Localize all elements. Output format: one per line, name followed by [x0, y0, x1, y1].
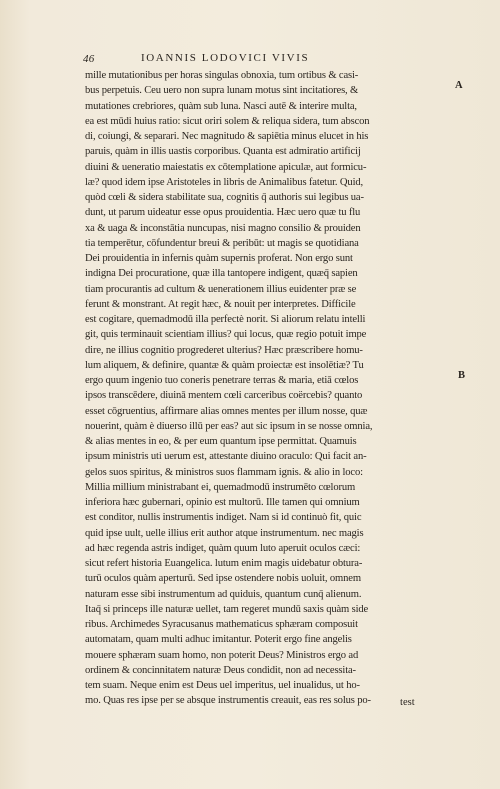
text-line: ipsum ministris uti uerum est, attestante diuino oraculo: Qui facit an-	[85, 451, 367, 463]
text-line: git, quis terminauit scientiam illius? qui locus, quæ regio potuit impe	[85, 329, 367, 341]
text-line: Millia millium ministrabant ei, quemadmodū instrumēto cœlorum	[85, 481, 356, 493]
text-line: tem suam. Neque enim est Deus uel imperitus, uel inualidus, ut ho-	[85, 680, 360, 691]
text-line: nouerint, quàm è diuerso illū per eas? aut sic ipsum in se nosse omnia,	[85, 420, 373, 432]
margin-mark-a: A	[455, 80, 463, 91]
text-line: quòd cœli & sidera stabilitate sua, cognitis q̄ authoris sui legibus ua-	[85, 192, 364, 203]
text-line: bus perpetuis. Ceu uero non supra lunam motus sint incitatiores, &	[85, 85, 359, 97]
text-line: esset cōgruentius, affirmare alias omnes mentes per illum nosse, quæ	[85, 405, 368, 417]
text-line: læ? quod idem ipse Aristoteles in libris de Animalibus fatetur. Quid,	[85, 176, 364, 188]
text-line: turū oculos quàm aperturū. Sed ipse ostendere nobis uoluit, omnem	[85, 573, 361, 585]
text-line: diuini & ueneratio maiestatis ex cōtemplatione apiculæ, aut formicu-	[85, 161, 367, 173]
margin-mark-b: B	[458, 370, 466, 381]
text-line: & alias mentes in eo, & per eum quantum ipse permittat. Quamuis	[85, 436, 357, 447]
text-line: mouere sphæram suam homo, non poterit Deus? Ministros ergo ad	[85, 649, 359, 661]
text-line: ferunt & monstrant. At regit hæc, & nouit per interpretes. Difficile	[85, 298, 356, 310]
text-line: ad hæc regenda astris indiget, quàm quum luto aperuit oculos cæci:	[85, 542, 361, 554]
text-line: ea est mūdi huius ratio: sicut oriri solem & reliqua sidera, tum abscon	[85, 115, 370, 127]
text-line: ipsos transcēdere, diuinā mentem cœli carceribus coërcebis? quanto	[85, 390, 363, 402]
page-header	[83, 52, 403, 68]
text-line: mille mutationibus per horas singulas obnoxia, tum ortibus & casi-	[85, 70, 359, 81]
page-number: 46	[83, 53, 95, 65]
text-line: ribus. Archimedes Syracusanus mathematicus sphæram composuit	[85, 619, 358, 630]
text-line: mo. Quas res ipse per se absque instrumentis creauit, eas res solus po-	[85, 695, 371, 707]
text-line: sicut refert historia Euangelica. lutum enim magis uidebatur obtura-	[85, 558, 363, 569]
text-line: quid ipse uult, uelle illius erit author atque instrumentum. nec magis	[85, 527, 364, 539]
text-line: xa & uaga & inconstātia nuncupas, nisi magno consilio & prouiden	[85, 222, 361, 234]
text-line: di, coiungi, & separari. Nec magnitudo & sapiētia minus elucet in his	[85, 131, 369, 142]
text-line: ordinem & concinnitatem naturæ Deus condidit, non ad necessita-	[85, 664, 356, 676]
text-line: paruis, quàm in illis uastis corporibus. Quanta est admiratio artificij	[85, 146, 361, 158]
catchword: test	[400, 697, 415, 708]
text-line: Dei prouidentia in infernis quàm supernis proferat. Non ergo sunt	[85, 253, 353, 264]
text-line: tiam procurantis ad cultum & uenerationem illius euidenter præ se	[85, 283, 357, 295]
text-line: automatam, quam multi adhuc imitantur. Poterit ergo fine angelis	[85, 634, 352, 646]
text-line: gelos suos spiritus, & ministros suos flammam ignis. & alio in loco:	[85, 466, 363, 478]
text-line: dunt, ut parum uideatur esse opus prouidentia. Hæc uero quæ tu flu	[85, 207, 361, 219]
text-line: mutationes crebriores, quàm sub luna. Nasci autē & interire multa,	[85, 100, 357, 112]
text-line: ergo quum ingenio tuo coneris penetrare terras & maria, etiā cœlos	[85, 375, 359, 386]
text-line: tia temperētur, cōfundentur breui & peribūt: ut magis se quotidiana	[85, 237, 359, 249]
text-line: est cogitare, quemadmodū illa perfectè norit. Si aliorum relatu intelli	[85, 314, 366, 325]
running-head: IOANNIS LODOVICI VIVIS	[141, 52, 310, 64]
text-line: indigna Dei procuratione, quæ illa tantopere indigent, quæq̄ sapien	[85, 268, 358, 280]
text-line: dire, ne illius cognitio progrederet ulterius? Hæc præscribere homu-	[85, 344, 363, 356]
body-text	[85, 68, 455, 709]
text-line: lum aliquem, & definire, quantæ & quàm proiectæ est insolētiæ? Tu	[85, 359, 364, 371]
text-line: naturam esse sibi instrumentum ad quiduis, quantum cunq̄ alienum.	[85, 588, 362, 600]
text-line: Itaq̄ si princeps ille naturæ uellet, tam regeret mundū saxis quàm side	[85, 603, 369, 615]
text-line: inferiora hæc gubernari, opinio est multorū. Ille tamen qui omnium	[85, 497, 360, 508]
text-line: est conditor, nullis instrumentis indiget. Nam si id continuò fit, quic	[85, 512, 362, 524]
